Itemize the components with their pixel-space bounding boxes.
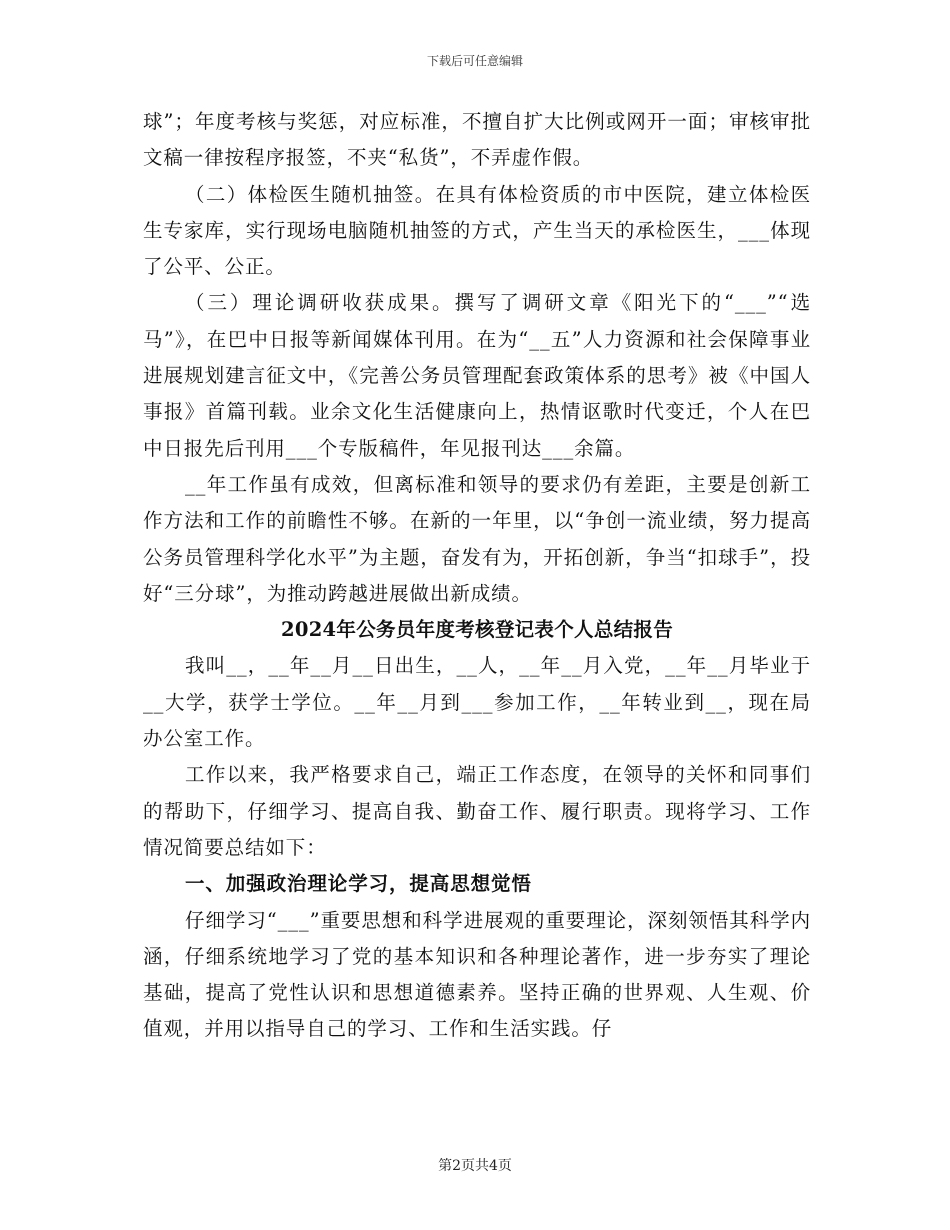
paragraph-self-intro: 我叫__，__年__月__日出生，__人，__年__月入党，__年__月毕业于__大学，获学士学位。__年__月到___参加工作，__年转业到__，现在局办公室工作。 [143,654,811,751]
section-title: 2024年公务员年度考核登记表个人总结报告 [280,618,674,642]
page-number: 第2页共4页 [438,1158,512,1174]
heading-political-study: 一、加强政治理论学习，提高思想觉悟 [185,872,532,896]
paragraph-theory-study: 仔细学习“___”重要思想和科学进展观的重要理论，深刻领悟其科学内涵，仔细系统地学习了党的基本知识和各种理论著作，进一步夯实了理论基础，提高了党性认识和思想道德素养。坚持正确的世界观、人生观、价值观，并用以指导自己的学习、工作和生活实践。仔 [143,908,811,1041]
page-header-note: 下载后可任意编辑 [426,54,523,68]
paragraph-research-results: （三）理论调研收获成果。撰写了调研文章《阳光下的“___”“选马”》，在巴中日报等新闻媒体刊用。在为“__五”人力资源和社会保障事业进展规划建言征文中，《完善公务员管理配套政策体系的思考》被《中国人事报》首篇刊载。业余文化生活健康向上，热情讴歌时代变迁，个人在巴中日报先后刊用___个专版稿件，年见报刊达___余篇。 [143,291,811,460]
paragraph-shortcomings: __年工作虽有成效，但离标准和领导的要求仍有差距，主要是创新工作方法和工作的前瞻性不够。在新的一年里，以“争创一流业绩，努力提高公务员管理科学化水平”为主题，奋发有为，开拓创新，争当“扣球手”，投好“三分球”，为推动跨越进展做出新成绩。 [143,472,811,605]
paragraph-continuation: 球”；年度考核与奖惩，对应标准，不擅自扩大比例或网开一面；审核审批文稿一律按程序报签，不夹“私货”，不弄虚作假。 [143,110,811,170]
paragraph-doctor-selection: （二）体检医生随机抽签。在具有体检资质的市中医院，建立体检医生专家库，实行现场电脑随机抽签的方式，产生当天的承检医生，___体现了公平、公正。 [143,182,811,279]
paragraph-work-attitude: 工作以来，我严格要求自己，端正工作态度，在领导的关怀和同事们的帮助下，仔细学习、提高自我、勤奋工作、履行职责。现将学习、工作情况简要总结如下： [143,763,811,859]
document-body [143,104,811,1048]
